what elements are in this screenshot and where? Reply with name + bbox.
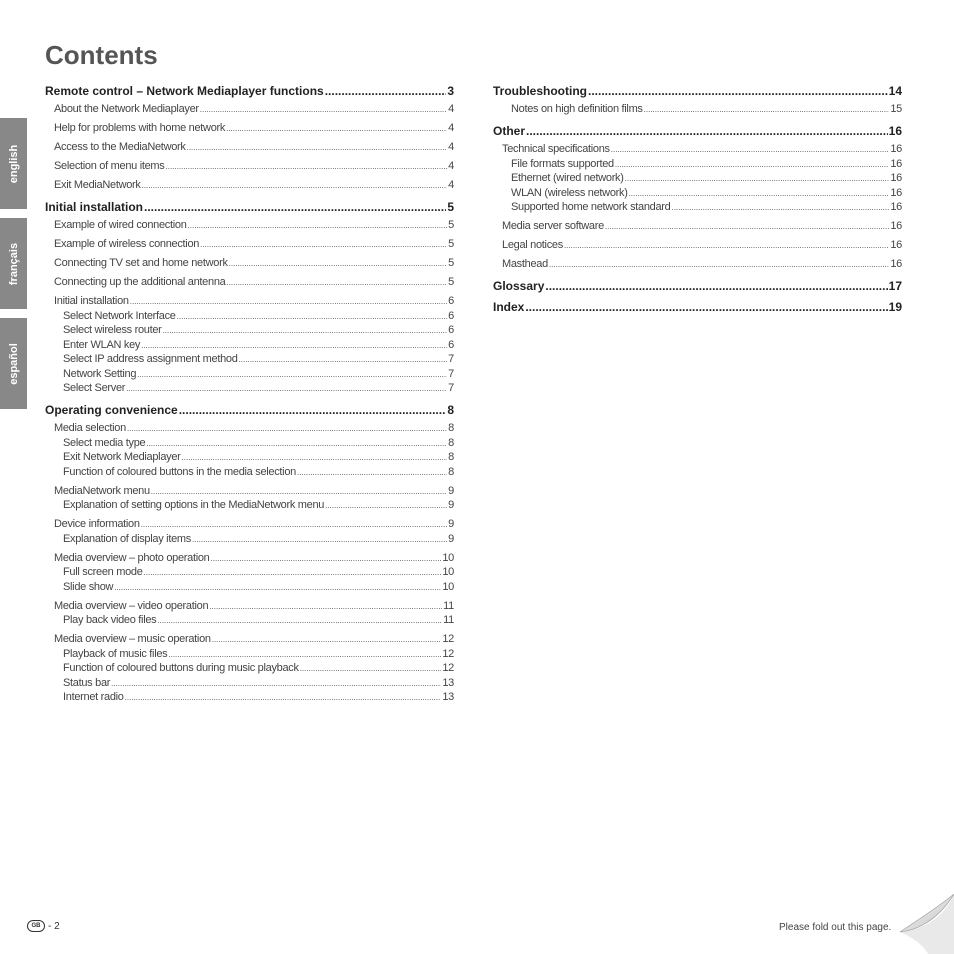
toc-entry-page: 5 [448, 276, 454, 288]
toc-entry-page: 8 [448, 436, 454, 449]
toc-heading[interactable] [493, 124, 902, 138]
dot-leader [525, 300, 887, 314]
dot-leader [166, 162, 448, 171]
toc-entry-title: Index [493, 300, 525, 314]
toc-entry-title: Full screen mode [63, 566, 143, 578]
toc-entry-title: Internet radio [63, 691, 124, 703]
toc-entry[interactable] [45, 518, 454, 530]
dot-leader [125, 693, 442, 702]
toc-entry-page: 8 [448, 451, 454, 463]
toc-entry[interactable] [45, 552, 454, 564]
toc-entry-title: WLAN (wireless network) [511, 186, 628, 199]
dot-leader [111, 679, 441, 688]
toc-entry[interactable] [45, 219, 454, 231]
toc-entry-page: 8 [448, 422, 454, 434]
toc-heading[interactable] [45, 200, 454, 214]
toc-entry-title: Selection of menu items [54, 160, 165, 172]
toc-entry-page: 16 [890, 143, 902, 155]
dot-leader [130, 297, 447, 306]
toc-entry[interactable] [45, 257, 454, 269]
toc-entry[interactable] [45, 160, 454, 172]
fold-note: Please fold out this page. [779, 922, 892, 933]
toc-entry-page: 11 [443, 614, 454, 626]
dot-leader [141, 341, 447, 350]
dot-leader [300, 664, 442, 673]
toc-entry-title: Playback of music files [63, 647, 168, 660]
dot-leader [144, 200, 446, 214]
toc-entry[interactable] [493, 143, 902, 155]
toc-entry-page: 16 [890, 220, 902, 232]
toc-subentry[interactable] [45, 662, 454, 674]
page-number: - 2 [48, 920, 60, 932]
toc-entry-title: Technical specifications [502, 143, 610, 155]
dot-leader [126, 384, 447, 393]
toc-subentry[interactable] [45, 382, 454, 394]
dot-leader [200, 240, 447, 249]
toc-entry-title: Select media type [63, 436, 146, 449]
toc-subentry[interactable] [493, 201, 902, 213]
toc-entry-title: Slide show [63, 580, 114, 593]
toc-entry-title: File formats supported [511, 157, 614, 170]
dot-leader [144, 568, 442, 577]
toc-subentry[interactable] [45, 353, 454, 365]
toc-entry-title: Media overview – music operation [54, 633, 211, 645]
toc-entry-title: MediaNetwork menu [54, 484, 150, 497]
dot-leader [229, 259, 448, 268]
toc-entry-title: Explanation of display items [63, 532, 191, 545]
toc-entry-page: 6 [448, 324, 454, 336]
toc-entry[interactable] [45, 485, 454, 497]
toc-subentry[interactable] [45, 648, 454, 660]
dot-leader [200, 105, 447, 114]
toc-subentry[interactable] [45, 691, 454, 703]
dot-leader [605, 222, 889, 231]
toc-entry-title: Legal notices [502, 239, 563, 251]
dot-leader [157, 616, 442, 625]
toc-entry[interactable] [493, 220, 902, 232]
dot-leader [177, 312, 448, 321]
dot-leader [188, 221, 448, 230]
toc-entry-title: Device information [54, 518, 140, 530]
toc-entry-page: 16 [890, 157, 902, 170]
dot-leader [526, 124, 888, 138]
toc-subentry[interactable] [45, 324, 454, 336]
dot-leader [297, 468, 447, 477]
toc-entry-title: Example of wireless connection [54, 238, 200, 250]
toc-entry-page: 7 [448, 382, 454, 394]
toc-entry-title: Select wireless router [63, 324, 162, 336]
toc-entry-title: Status bar [63, 676, 111, 689]
toc-entry-title: Glossary [493, 279, 545, 293]
toc-entry-page: 9 [448, 499, 454, 511]
toc-subentry[interactable] [45, 566, 454, 578]
toc-entry-page: 16 [888, 124, 902, 138]
toc-entry-title: Supported home network standard [511, 201, 671, 213]
toc-entry-page: 4 [448, 179, 454, 191]
toc-heading[interactable] [45, 403, 454, 417]
toc-entry[interactable] [45, 633, 454, 645]
toc-entry-title: Access to the MediaNetwork [54, 141, 186, 153]
toc-subentry[interactable] [45, 533, 454, 545]
dot-leader [212, 635, 442, 644]
dot-leader [226, 278, 447, 287]
toc-subentry[interactable] [45, 451, 454, 463]
toc-entry-title: Troubleshooting [493, 84, 587, 98]
dot-leader [142, 181, 448, 190]
toc-entry-page: 10 [442, 566, 454, 578]
toc-entry-page: 17 [888, 279, 902, 293]
toc-entry-title: Remote control – Network Mediaplayer functions [45, 84, 324, 98]
toc-entry-title: About the Network Mediaplayer [54, 103, 199, 115]
toc-entry-title: Explanation of setting options in the MediaNetwork menu [63, 499, 325, 511]
toc-subentry[interactable] [493, 187, 902, 199]
dot-leader [226, 124, 447, 133]
toc-entry-page: 4 [448, 122, 454, 134]
dot-leader [114, 583, 441, 592]
toc-subentry[interactable] [45, 466, 454, 478]
toc-entry-page: 6 [448, 309, 454, 322]
toc-entry-title: Select IP address assignment method [63, 353, 238, 365]
dot-leader [163, 326, 448, 335]
toc-entry[interactable] [493, 239, 902, 251]
toc-entry[interactable] [45, 238, 454, 250]
page-footer-number [27, 920, 60, 932]
toc-entry-page: 10 [442, 580, 454, 593]
tab-label: español [7, 342, 20, 385]
toc-entry-title: Initial installation [54, 295, 129, 307]
toc-entry-page: 7 [448, 367, 454, 380]
toc-entry-page: 5 [448, 219, 454, 231]
dot-leader [615, 160, 890, 169]
toc-entry-title: Exit Network Mediaplayer [63, 451, 181, 463]
toc-entry[interactable] [45, 422, 454, 434]
toc-heading[interactable] [493, 279, 902, 293]
toc-subentry[interactable] [45, 437, 454, 449]
dot-leader [611, 145, 890, 154]
toc-entry[interactable] [45, 141, 454, 153]
toc-entry-title: Enter WLAN key [63, 338, 141, 351]
toc-entry-title: Media overview – photo operation [54, 551, 210, 564]
dot-leader [137, 370, 447, 379]
toc-entry-title: Media server software [502, 220, 604, 232]
toc-entry-page: 8 [448, 465, 454, 478]
toc-entry-title: Notes on high definition films [511, 103, 643, 115]
toc-subentry[interactable] [45, 677, 454, 689]
dot-leader [588, 84, 888, 98]
toc-entry-page: 19 [888, 300, 902, 314]
dot-leader [179, 403, 447, 417]
toc-entry-page: 6 [448, 338, 454, 351]
toc-entry-page: 16 [890, 186, 902, 199]
toc-entry[interactable] [45, 276, 454, 288]
dot-leader [325, 501, 447, 510]
toc-entry-title: Network Setting [63, 367, 137, 380]
country-badge: GB [27, 920, 45, 932]
toc-entry-page: 4 [448, 103, 454, 115]
toc-subentry[interactable] [45, 368, 454, 380]
toc-entry-page: 13 [442, 691, 454, 703]
toc-entry-page: 12 [442, 662, 454, 674]
toc-entry-page: 12 [442, 633, 454, 645]
dot-leader [545, 279, 887, 293]
toc-subentry[interactable] [45, 339, 454, 351]
toc-entry-page: 5 [448, 238, 454, 250]
toc-entry[interactable] [45, 295, 454, 307]
tab-label: english [7, 144, 20, 183]
dot-leader [192, 535, 447, 544]
toc-entry-page: 12 [442, 647, 454, 660]
toc-entry-page: 4 [448, 141, 454, 153]
toc-entry[interactable] [45, 103, 454, 115]
dot-leader [209, 602, 442, 611]
toc-entry-page: 5 [448, 257, 454, 269]
toc-entry-title: Function of coloured buttons in the media selection [63, 465, 296, 478]
toc-entry-title: Connecting up the additional antenna [54, 276, 226, 288]
toc-entry-page: 7 [448, 353, 454, 365]
dot-leader [629, 189, 890, 198]
toc-entry-title: Select Network Interface [63, 309, 176, 322]
toc-entry-title: Operating convenience [45, 403, 178, 417]
dot-leader [211, 554, 442, 563]
toc-subentry[interactable] [45, 614, 454, 626]
toc-subentry[interactable] [493, 158, 902, 170]
toc-entry-page: 9 [448, 532, 454, 545]
dot-leader [325, 84, 447, 98]
toc-heading[interactable] [493, 300, 902, 314]
toc-entry-title: Select Server [63, 382, 126, 394]
toc-heading[interactable] [493, 84, 902, 98]
dot-leader [564, 241, 889, 250]
tab-label: français [7, 242, 20, 285]
toc-entry-page: 4 [448, 160, 454, 172]
toc-heading[interactable] [45, 84, 454, 98]
dot-leader [625, 174, 890, 183]
toc-entry-page: 16 [890, 201, 902, 213]
toc-entry-page: 16 [890, 172, 902, 184]
toc-subentry[interactable] [45, 581, 454, 593]
toc-entry-page: 5 [447, 200, 454, 214]
toc-entry-title: Masthead [502, 258, 548, 270]
dot-leader [187, 143, 448, 152]
toc-entry-page: 16 [890, 258, 902, 270]
toc-entry-page: 6 [448, 295, 454, 307]
toc-entry-title: Ethernet (wired network) [511, 172, 624, 184]
language-tab-espanol[interactable] [0, 318, 27, 409]
dot-leader [239, 355, 448, 364]
language-tab-francais[interactable] [0, 218, 27, 309]
toc-entry-page: 9 [448, 484, 454, 497]
dot-leader [168, 650, 441, 659]
dot-leader [644, 105, 890, 114]
toc-entry-page: 8 [447, 403, 454, 417]
toc-entry[interactable] [45, 122, 454, 134]
toc-entry-title: Help for problems with home network [54, 122, 226, 134]
dot-leader [141, 520, 447, 529]
language-tab-english[interactable] [0, 118, 27, 209]
toc-entry-page: 3 [447, 84, 454, 98]
dot-leader [671, 203, 889, 212]
toc-entry-title: Connecting TV set and home network [54, 257, 228, 269]
toc-entry-title: Exit MediaNetwork [54, 179, 141, 191]
toc-subentry[interactable] [493, 172, 902, 184]
toc-subentry[interactable] [45, 310, 454, 322]
toc-entry-page: 11 [443, 599, 454, 612]
toc-entry-page: 14 [888, 84, 902, 98]
page-title: Contents [45, 40, 158, 70]
toc-entry-title: Initial installation [45, 200, 144, 214]
dot-leader [151, 487, 447, 496]
toc-entry-title: Media selection [54, 422, 126, 434]
toc-entry-title: Media overview – video operation [54, 599, 209, 612]
toc-entry-page: 16 [890, 239, 902, 251]
toc-entry-title: Play back video files [63, 614, 157, 626]
dot-leader [127, 424, 447, 433]
toc-entry-page: 15 [890, 103, 902, 115]
dot-leader [182, 453, 448, 462]
page-curl-icon [894, 894, 954, 954]
toc-subentry[interactable] [45, 499, 454, 511]
dot-leader [146, 439, 447, 448]
toc-entry-page: 9 [448, 518, 454, 530]
dot-leader [549, 260, 889, 269]
toc-entry[interactable] [45, 600, 454, 612]
toc-entry-page: 13 [442, 676, 454, 689]
toc-entry-title: Function of coloured buttons during music playback [63, 662, 299, 674]
toc-entry[interactable] [45, 179, 454, 191]
toc-entry-title: Example of wired connection [54, 219, 187, 231]
toc-subentry[interactable] [493, 103, 902, 115]
toc-entry-title: Other [493, 124, 526, 138]
toc-entry[interactable] [493, 258, 902, 270]
toc-entry-page: 10 [442, 551, 454, 564]
